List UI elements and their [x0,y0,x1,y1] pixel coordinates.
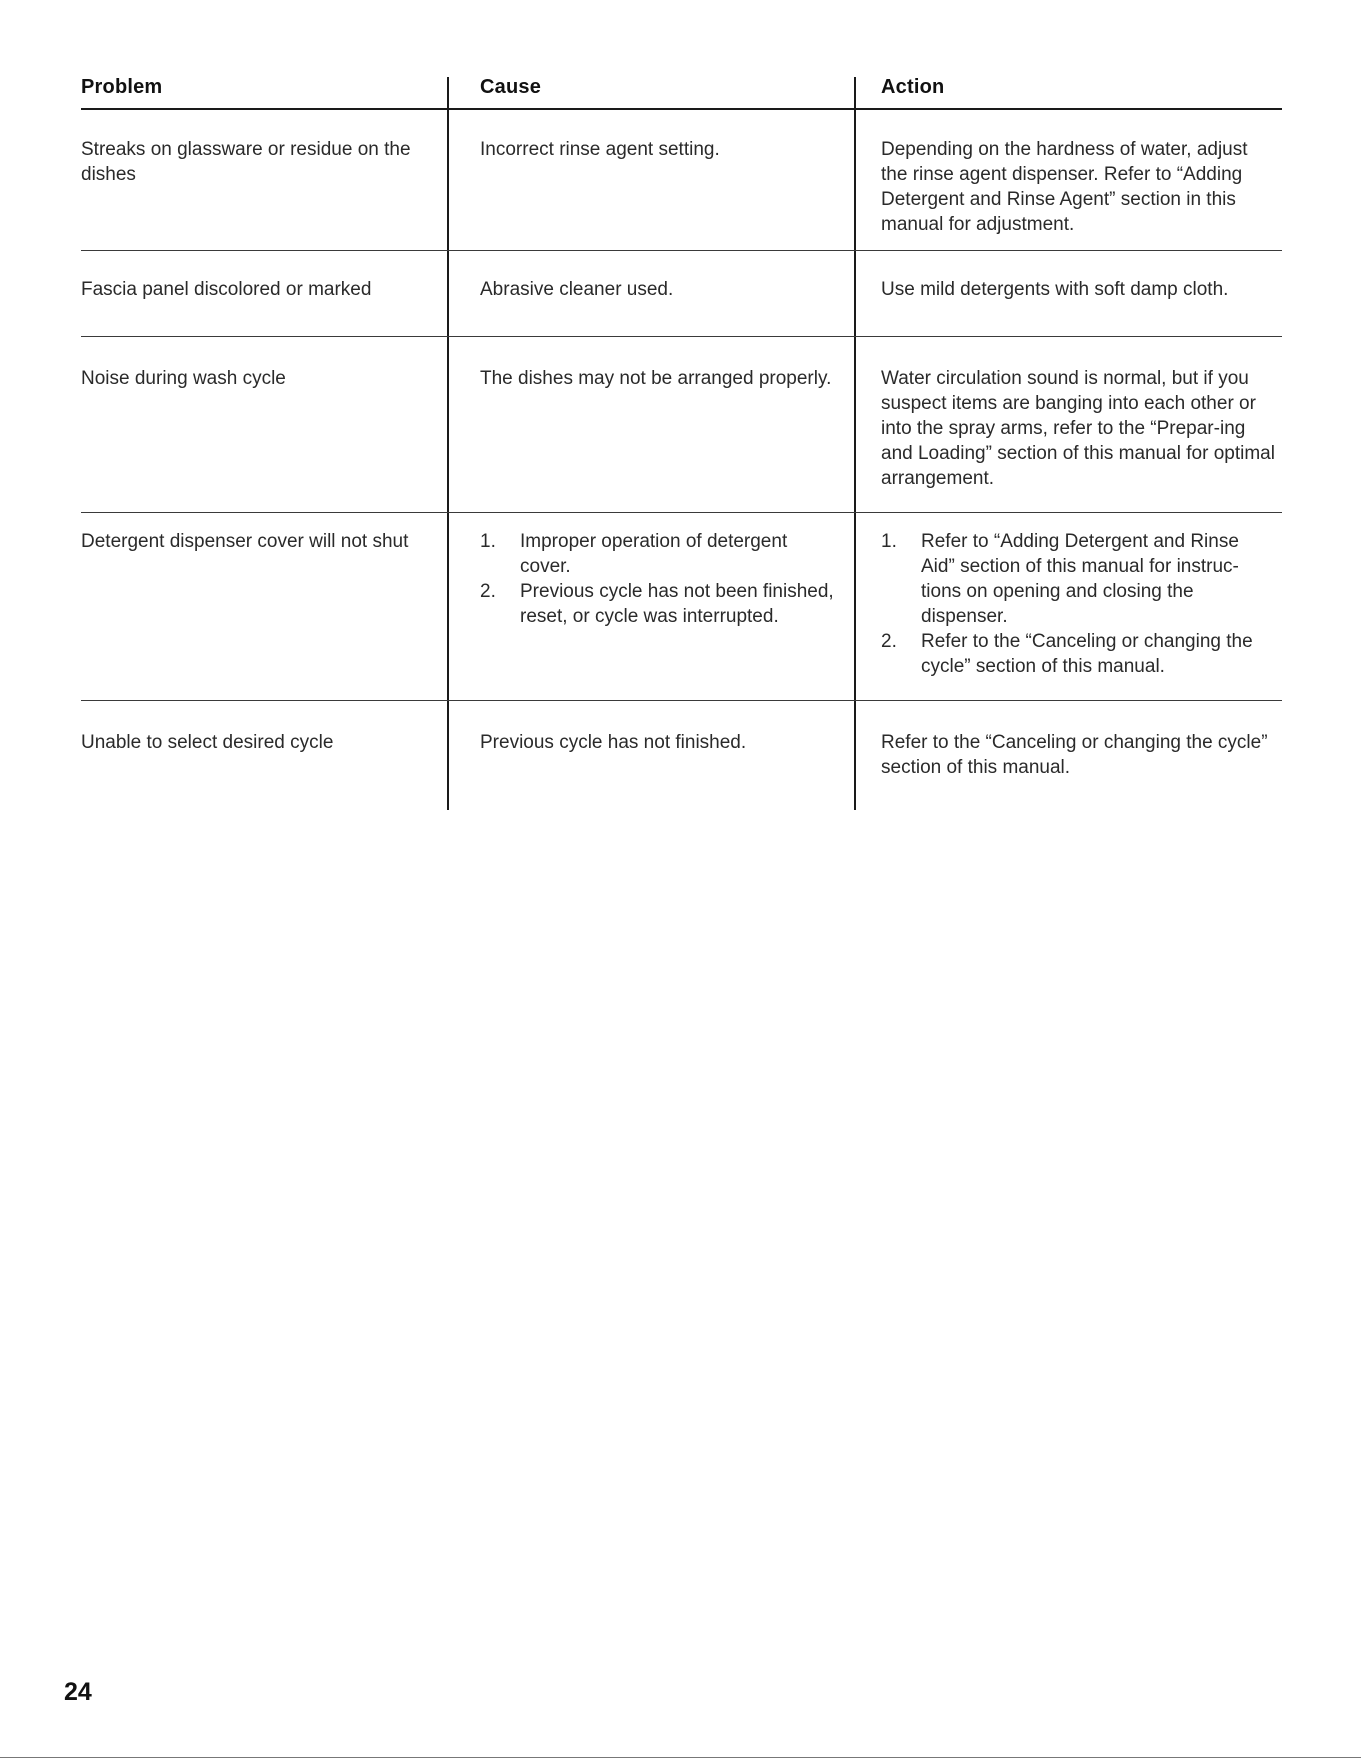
row-4-problem: Detergent dispenser cover will not shut [81,531,409,552]
row-5-problem: Unable to select desired cycle [81,732,334,753]
row-5-action: Refer to the “Canceling or changing the cycle” section of this manual. [881,732,1268,778]
row-1-action: Depending on the hardness of water, adjust the rinse agent dispenser. Refer to “Adding Detergent and Rinse Agent” section in this manual for adjustment. [881,139,1248,235]
header-action: Action [881,76,945,98]
row-1-cause: Incorrect rinse agent setting. [480,139,720,160]
list-item: 2. Previous cycle has not been finished, reset, or cycle was interrupted. [480,581,834,627]
header-divider [81,108,1282,110]
page-number: 24 [64,1678,92,1706]
row-2-cause: Abrasive cleaner used. [480,279,674,300]
list-item: 1. Refer to “Adding Detergent and Rinse Aid” section of this manual for instruc-tions on opening and closing the dispenser. [881,531,1239,627]
row-1-problem: Streaks on glassware or residue on the dishes [81,139,411,185]
row-divider [81,336,1282,337]
row-3-cause: The dishes may not be arranged properly. [480,368,832,389]
header-cause: Cause [480,76,542,98]
row-2-problem: Fascia panel discolored or marked [81,279,372,300]
row-4-cause-list [480,529,842,629]
list-item: 1. Improper operation of detergent cover. [480,531,788,577]
page-bottom-edge [0,1757,1361,1758]
row-4-action-list [881,529,1276,679]
row-divider [81,700,1282,701]
row-5-cause: Previous cycle has not finished. [480,732,747,753]
row-divider [81,250,1282,251]
row-2-action: Use mild detergents with soft damp cloth. [881,279,1229,300]
list-item: 2. Refer to the “Canceling or changing the cycle” section of this manual. [881,631,1253,677]
row-3-problem: Noise during wash cycle [81,368,286,389]
row-3-action: Water circulation sound is normal, but if you suspect items are banging into each other or into the spray arms, refer to the “Prepar-ing and Loading” section of this manual for optimal arrangement. [881,368,1275,489]
header-problem: Problem [81,76,163,98]
row-divider [81,512,1282,513]
